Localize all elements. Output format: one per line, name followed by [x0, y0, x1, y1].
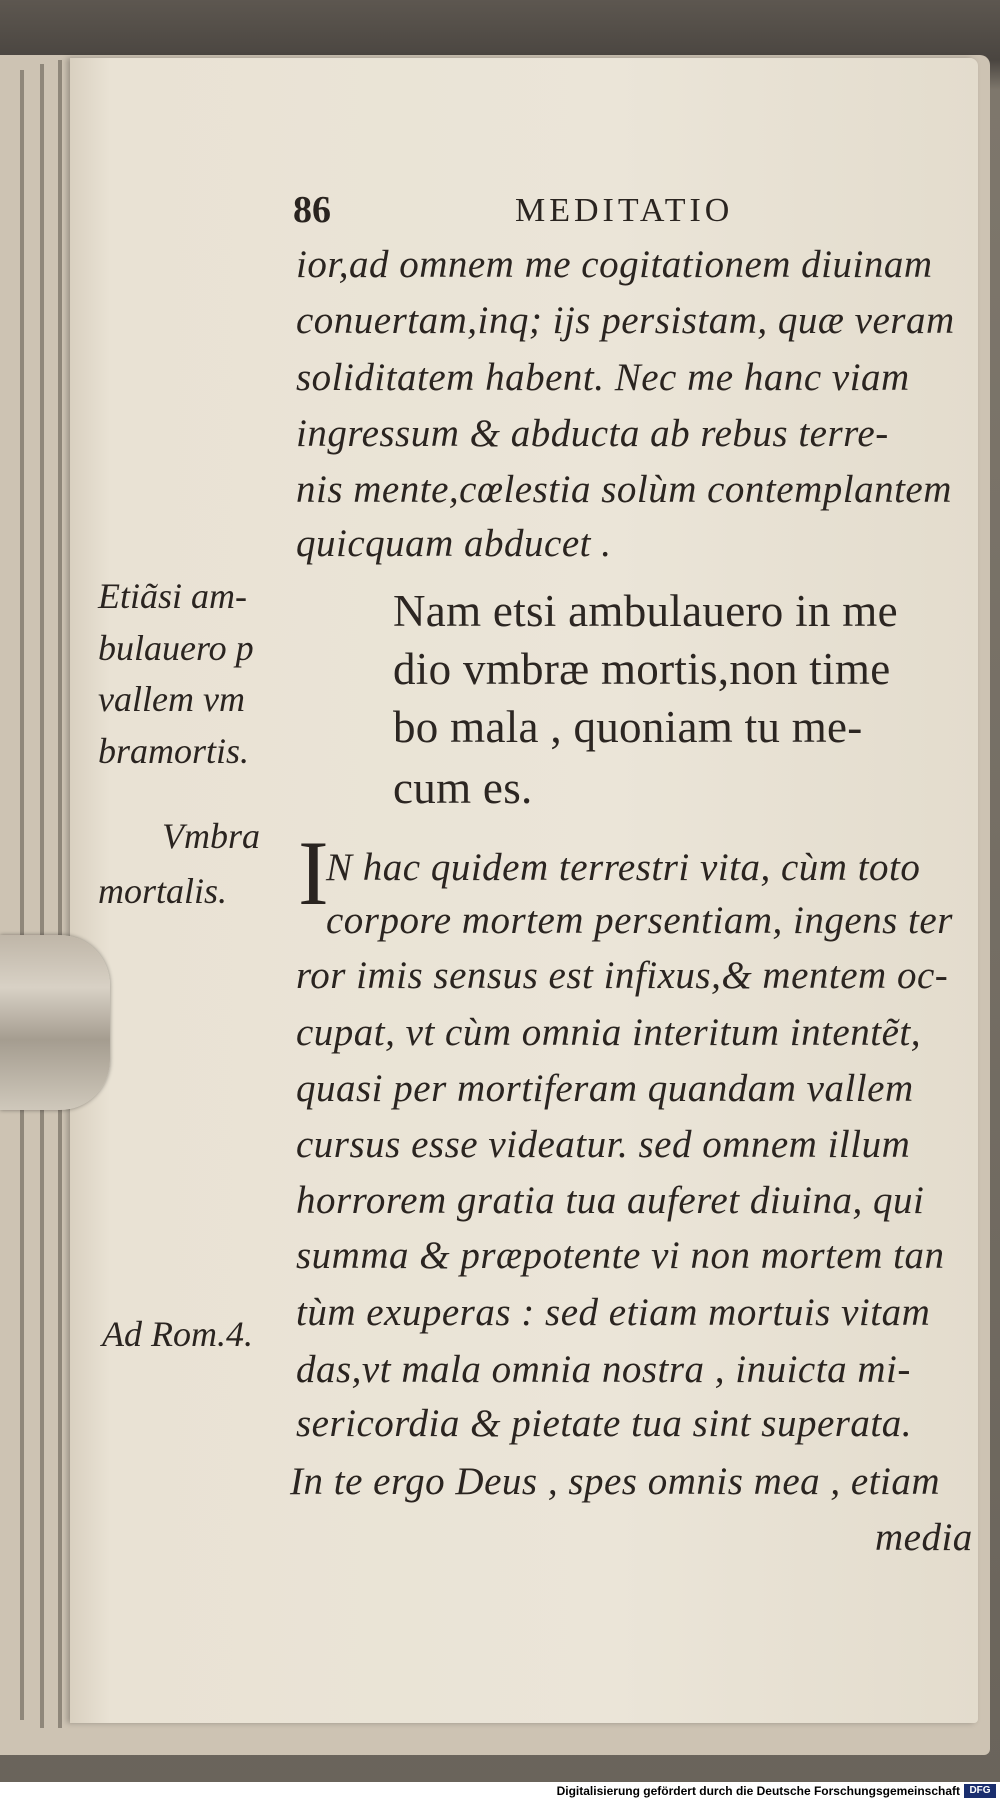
- verse-line: cum es.: [393, 763, 533, 813]
- verse-line: Nam etsi ambulauero in me: [393, 586, 898, 636]
- catchword: media: [875, 1516, 973, 1559]
- body-line: N hac quidem terrestri vita, cùm toto: [326, 846, 921, 889]
- body-line: soliditatem habent. Nec me hanc viam: [296, 356, 910, 399]
- margin-note-line: bulauero p: [98, 628, 254, 668]
- margin-note-line: mortalis.: [98, 871, 228, 911]
- body-line: ior,ad omnem me cogitationem diuinam: [296, 243, 933, 286]
- body-line: ingressum & abducta ab rebus terre-: [296, 412, 889, 455]
- body-line: corpore mortem persentiam, ingens ter: [326, 899, 953, 942]
- body-line: das,vt mala omnia nostra , inuicta mi-: [296, 1348, 911, 1391]
- body-line: cursus esse videatur. sed omnem illum: [296, 1123, 911, 1166]
- body-line: cupat, vt cùm omnia interitum intentẽt,: [296, 1011, 921, 1054]
- body-line: tùm exuperas : sed etiam mortuis vitam: [296, 1291, 931, 1334]
- page-edge-line: [40, 64, 44, 1728]
- page-edge-line: [20, 70, 24, 1720]
- body-line: conuertam,inq; ijs persistam, quæ veram: [296, 299, 955, 342]
- bookmark-tab: [0, 935, 110, 1110]
- page-edge-line: [58, 60, 62, 1728]
- margin-note-line: vallem vm: [98, 679, 245, 719]
- body-line: summa & præpotente vi non mortem tan: [296, 1234, 945, 1277]
- margin-note-line: bramortis.: [98, 731, 250, 771]
- footer-credit: Digitalisierung gefördert durch die Deutsche Forschungsgemeinschaft: [556, 1784, 960, 1798]
- verse-line: dio vmbræ mortis,non time: [393, 644, 891, 694]
- body-line: ror imis sensus est infixus,& mentem oc-: [296, 954, 949, 997]
- running-title: MEDITATIO: [515, 192, 734, 229]
- body-line: nis mente,cœlestia solùm contemplantem: [296, 468, 952, 511]
- body-line: quasi per mortiferam quandam vallem: [296, 1067, 914, 1110]
- margin-note-line: Vmbra: [162, 816, 260, 856]
- page-number: 86: [293, 189, 331, 231]
- margin-note-citation: Ad Rom.4.: [102, 1314, 253, 1354]
- body-line: sericordia & pietate tua sint superata.: [296, 1402, 913, 1445]
- body-line: In te ergo Deus , spes omnis mea , etiam: [290, 1460, 941, 1503]
- dfg-logo: DFG: [964, 1784, 996, 1798]
- margin-note-line: Etiãsi am-: [98, 576, 247, 616]
- drop-cap: I: [298, 822, 329, 924]
- verse-line: bo mala , quoniam tu me-: [393, 702, 863, 752]
- body-line: horrorem gratia tua auferet diuina, qui: [296, 1179, 925, 1222]
- body-line: quicquam abducet .: [296, 522, 612, 565]
